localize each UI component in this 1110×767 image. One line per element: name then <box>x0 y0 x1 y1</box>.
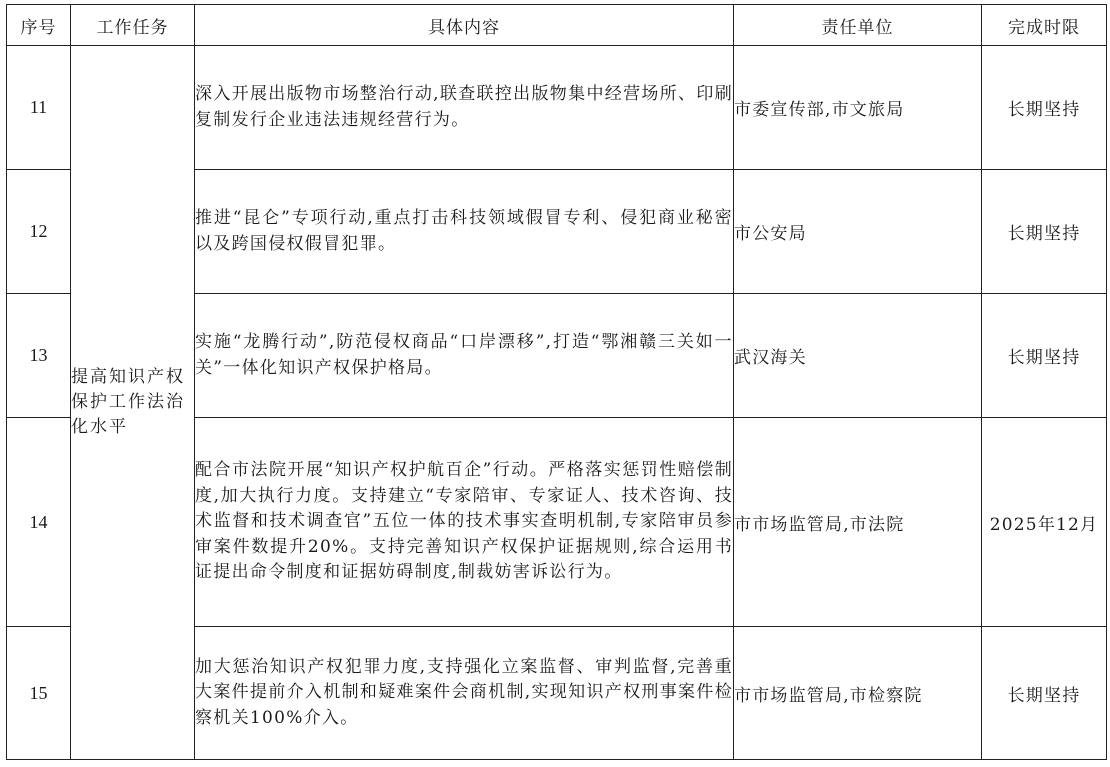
deadline-cell: 长期坚持 <box>982 294 1107 418</box>
header-content: 具体内容 <box>195 5 734 46</box>
header-unit: 责任单位 <box>734 5 982 46</box>
table-row <box>7 46 1107 170</box>
header-no: 序号 <box>7 5 71 46</box>
content-cell: 配合市法院开展“知识产权护航百企”行动。严格落实惩罚性赔偿制度,加大执行力度。支持建立“专家陪审、专家证人、技术咨询、技术监督和技术调查官”五位一体的技术事实查明机制,专家陪审员参审案件数提升20%。支持完善知识产权保护证据规则,综合运用书证提出命令制度和证据妨碍制度,制裁妨害诉讼行为。 <box>195 418 734 627</box>
task-table <box>6 4 1107 760</box>
table-header-row <box>7 5 1107 46</box>
unit-cell: 市市场监管局,市法院 <box>734 418 982 627</box>
header-task: 工作任务 <box>71 5 195 46</box>
unit-cell: 市公安局 <box>734 170 982 294</box>
row-number: 11 <box>7 46 71 170</box>
content-cell: 实施“龙腾行动”,防范侵权商品“口岸漂移”,打造“鄂湘赣三关如一关”一体化知识产权保护格局。 <box>195 294 734 418</box>
row-number: 14 <box>7 418 71 627</box>
deadline-cell: 长期坚持 <box>982 627 1107 760</box>
row-number: 15 <box>7 627 71 760</box>
content-cell: 推进“昆仑”专项行动,重点打击科技领域假冒专利、侵犯商业秘密以及跨国侵权假冒犯罪。 <box>195 170 734 294</box>
deadline-cell: 2025年12月 <box>982 418 1107 627</box>
unit-cell: 武汉海关 <box>734 294 982 418</box>
unit-cell: 市市场监管局,市检察院 <box>734 627 982 760</box>
content-cell: 加大惩治知识产权犯罪力度,支持强化立案监督、审判监督,完善重大案件提前介入机制和疑难案件会商机制,实现知识产权刑事案件检察机关100%介入。 <box>195 627 734 760</box>
row-number: 13 <box>7 294 71 418</box>
task-group-cell: 提高知识产权保护工作法治化水平 <box>71 46 195 760</box>
header-deadline: 完成时限 <box>982 5 1107 46</box>
deadline-cell: 长期坚持 <box>982 170 1107 294</box>
unit-cell: 市委宣传部,市文旅局 <box>734 46 982 170</box>
content-cell: 深入开展出版物市场整治行动,联查联控出版物集中经营场所、印刷复制发行企业违法违规经营行为。 <box>195 46 734 170</box>
row-number: 12 <box>7 170 71 294</box>
deadline-cell: 长期坚持 <box>982 46 1107 170</box>
